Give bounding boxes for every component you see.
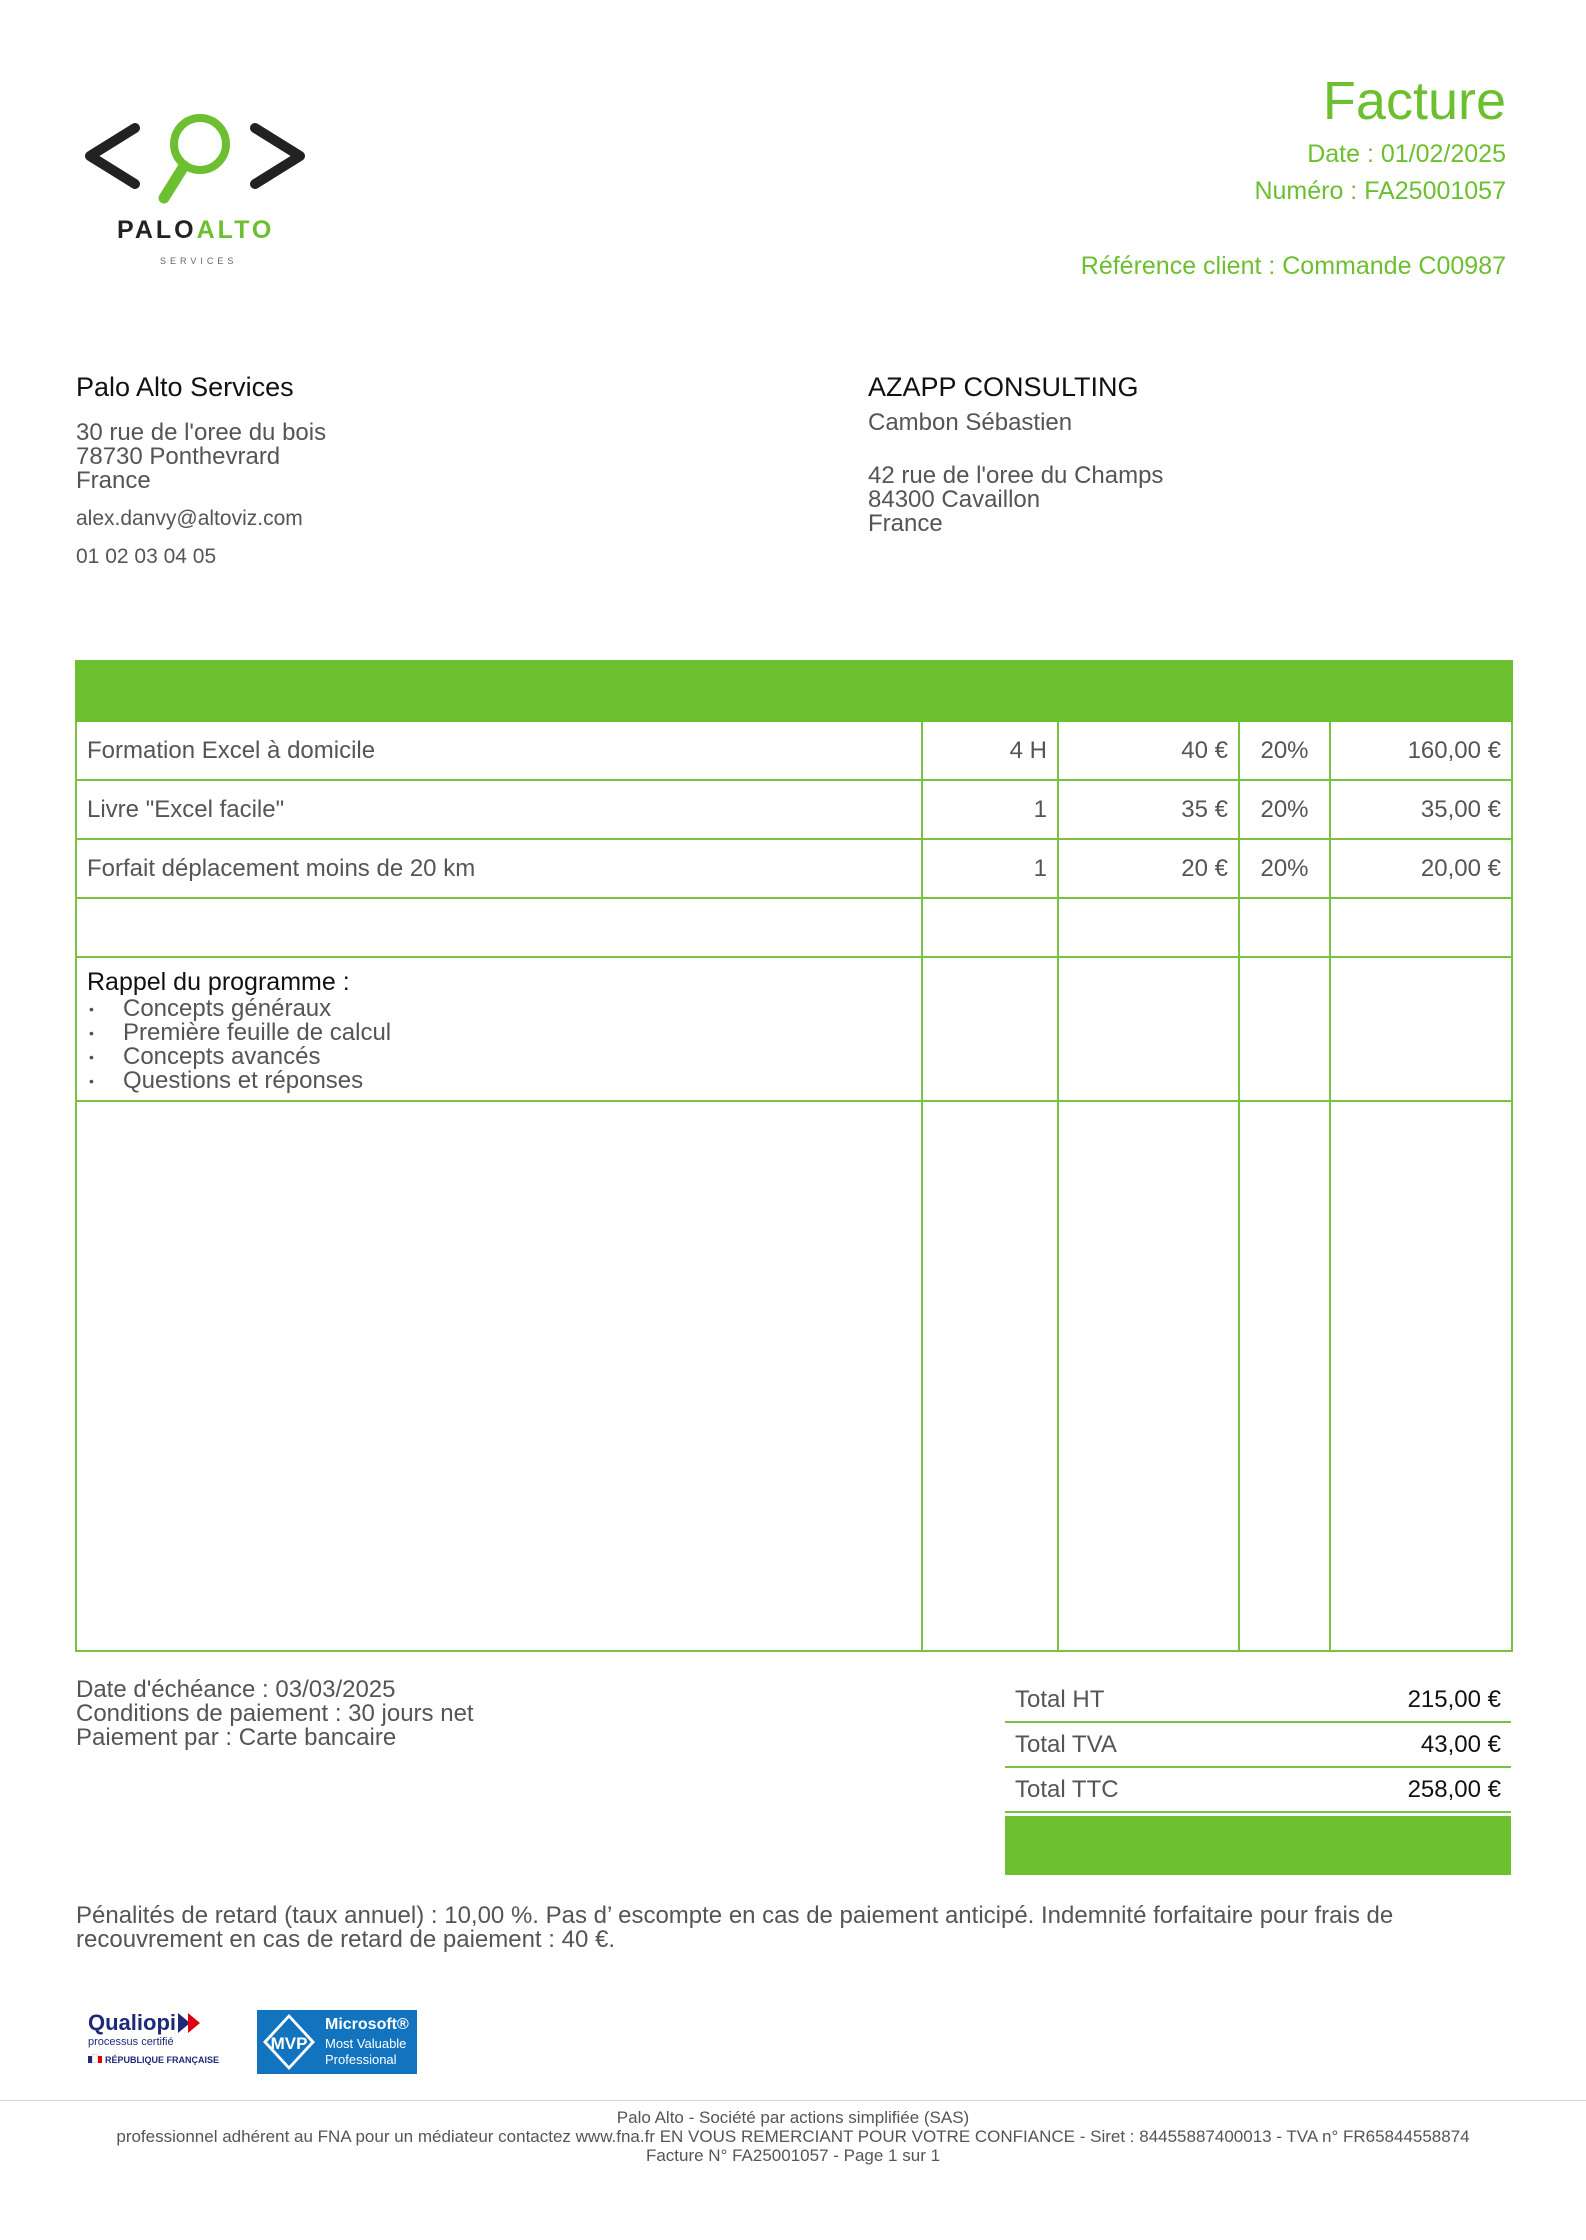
total-value: 43,00 € xyxy=(1269,1722,1511,1767)
item-unit-price: 35 € xyxy=(1058,780,1239,839)
list-item: • Première feuille de calcul xyxy=(123,1021,911,1045)
buyer-city: 84300 Cavaillon xyxy=(868,486,1041,513)
header-cell xyxy=(1239,661,1330,721)
empty-cell xyxy=(76,898,922,957)
company-logo xyxy=(80,108,310,278)
item-total: 20,00 € xyxy=(1330,839,1512,898)
buyer-contact: Cambon Sébastien xyxy=(868,409,1073,436)
table-header xyxy=(76,661,1512,721)
header-cell xyxy=(922,661,1058,721)
logo-text-palo: PALO xyxy=(117,216,197,244)
buyer-name: AZAPP CONSULTING xyxy=(868,372,1139,402)
qualiopi-subtitle: processus certifié xyxy=(88,2036,174,2048)
empty-cell xyxy=(1330,957,1512,1101)
seller-city: 78730 Ponthevrard xyxy=(76,443,281,470)
due-date: Date d'échéance : 03/03/2025 xyxy=(76,1676,396,1703)
qualiopi-republique: RÉPUBLIQUE FRANÇAISE xyxy=(88,2054,228,2065)
list-item: • Questions et réponses xyxy=(123,1069,911,1093)
footer-company: Palo Alto - Société par actions simplifiée (SAS) xyxy=(616,2108,970,2127)
mvp-brand: Microsoft® xyxy=(325,2016,409,2033)
item-total: 35,00 € xyxy=(1330,780,1512,839)
list-item: • Concepts généraux xyxy=(123,997,911,1021)
buyer-country: France xyxy=(868,510,943,537)
buyer-block xyxy=(868,372,1568,536)
item-qty: 1 xyxy=(922,839,1058,898)
empty-cell xyxy=(76,1101,922,1651)
seller-email[interactable]: alex.danvy@altoviz.com xyxy=(76,507,303,530)
item-vat: 20% xyxy=(1239,839,1330,898)
client-reference: Référence client : Commande C00987 xyxy=(1080,252,1506,280)
total-label: Total TVA xyxy=(1005,1722,1269,1767)
footer-divider xyxy=(0,2100,1586,2101)
total-label: Total HT xyxy=(1005,1678,1269,1722)
table-row xyxy=(76,721,1512,780)
table-row xyxy=(76,780,1512,839)
footer-page-info: Facture N° FA25001057 - Page 1 sur 1 xyxy=(645,2146,941,2165)
totals-table xyxy=(1005,1678,1511,1813)
item-unit-price: 40 € xyxy=(1058,721,1239,780)
qualiopi-name: Qualiopi xyxy=(88,2010,176,2035)
logo-text-alto: ALTO xyxy=(196,216,275,244)
empty-cell xyxy=(1058,957,1239,1101)
header-cell xyxy=(1058,661,1239,721)
seller-street: 30 rue de l'oree du bois xyxy=(76,419,327,446)
qualiopi-badge xyxy=(88,2010,228,2072)
totals-accent-bar xyxy=(1005,1816,1511,1875)
empty-cell xyxy=(922,957,1058,1101)
footer-legal: professionnel adhérent au FNA pour un médiateur contactez www.fna.fr EN VOUS REMERCIANT POUR VOTRE CONFIANCE - Siret : 84455887400013 - TVA n° FR65844558874 xyxy=(116,2127,1470,2146)
payment-info xyxy=(76,1678,776,1750)
qualiopi-arrows-icon xyxy=(178,2011,212,2035)
svg-text:MVP: MVP xyxy=(270,2034,308,2053)
item-unit-price: 20 € xyxy=(1058,839,1239,898)
list-item: • Concepts avancés xyxy=(123,1045,911,1069)
total-tva-row xyxy=(1005,1722,1511,1767)
table-row xyxy=(76,839,1512,898)
header-cell xyxy=(76,661,922,721)
item-vat: 20% xyxy=(1239,780,1330,839)
seller-country: France xyxy=(76,467,151,494)
program-title: Rappel du programme : xyxy=(87,968,350,996)
svg-text:PALOALTO xyxy=(117,216,274,244)
mvp-line2: Professional xyxy=(325,2052,397,2067)
invoice-title: Facture xyxy=(1322,71,1506,131)
invoice-number: Numéro : FA25001057 xyxy=(1254,177,1506,205)
empty-cell xyxy=(1330,898,1512,957)
empty-cell xyxy=(1058,898,1239,957)
program-list xyxy=(87,997,911,1093)
empty-cell xyxy=(1239,1101,1330,1651)
total-label: Total TTC xyxy=(1005,1767,1269,1812)
logo-mark-icon xyxy=(80,108,310,278)
table-filler-row xyxy=(76,1101,1512,1651)
empty-cell xyxy=(1239,898,1330,957)
mvp-line1: Most Valuable xyxy=(325,2036,407,2051)
empty-cell xyxy=(922,898,1058,957)
item-description: Formation Excel à domicile xyxy=(76,721,922,780)
empty-cell xyxy=(922,1101,1058,1651)
seller-block xyxy=(76,372,776,569)
late-penalties-notice: Pénalités de retard (taux annuel) : 10,00 %. Pas d’ escompte en cas de paiement anticipé. Indemnité forfaitaire pour frais de recouvrement en cas de retard de paiement : 40 €. xyxy=(76,1902,1394,1953)
buyer-street: 42 rue de l'oree du Champs xyxy=(868,462,1164,489)
payment-method: Paiement par : Carte bancaire xyxy=(76,1724,397,1751)
invoice-date: Date : 01/02/2025 xyxy=(1307,140,1506,168)
table-row-empty xyxy=(76,898,1512,957)
payment-conditions: Conditions de paiement : 30 jours net xyxy=(76,1700,474,1727)
empty-cell xyxy=(1330,1101,1512,1651)
total-ht-row xyxy=(1005,1678,1511,1722)
total-value: 215,00 € xyxy=(1269,1678,1511,1722)
item-qty: 1 xyxy=(922,780,1058,839)
item-description: Livre "Excel facile" xyxy=(76,780,922,839)
item-total: 160,00 € xyxy=(1330,721,1512,780)
empty-cell xyxy=(1239,957,1330,1101)
total-ttc-row xyxy=(1005,1767,1511,1812)
page-footer xyxy=(0,2108,1586,2165)
item-qty: 4 H xyxy=(922,721,1058,780)
empty-cell xyxy=(1058,1101,1239,1651)
item-description: Forfait déplacement moins de 20 km xyxy=(76,839,922,898)
program-cell xyxy=(76,957,922,1101)
header-cell xyxy=(1330,661,1512,721)
item-vat: 20% xyxy=(1239,721,1330,780)
microsoft-mvp-badge xyxy=(257,2010,417,2074)
mvp-diamond-icon xyxy=(259,2010,319,2074)
seller-name: Palo Alto Services xyxy=(76,372,294,402)
total-value: 258,00 € xyxy=(1269,1767,1511,1812)
seller-phone: 01 02 03 04 05 xyxy=(76,545,217,568)
logo-subtitle: SERVICES xyxy=(160,256,238,266)
program-row xyxy=(76,957,1512,1101)
invoice-items-table xyxy=(75,660,1513,1652)
